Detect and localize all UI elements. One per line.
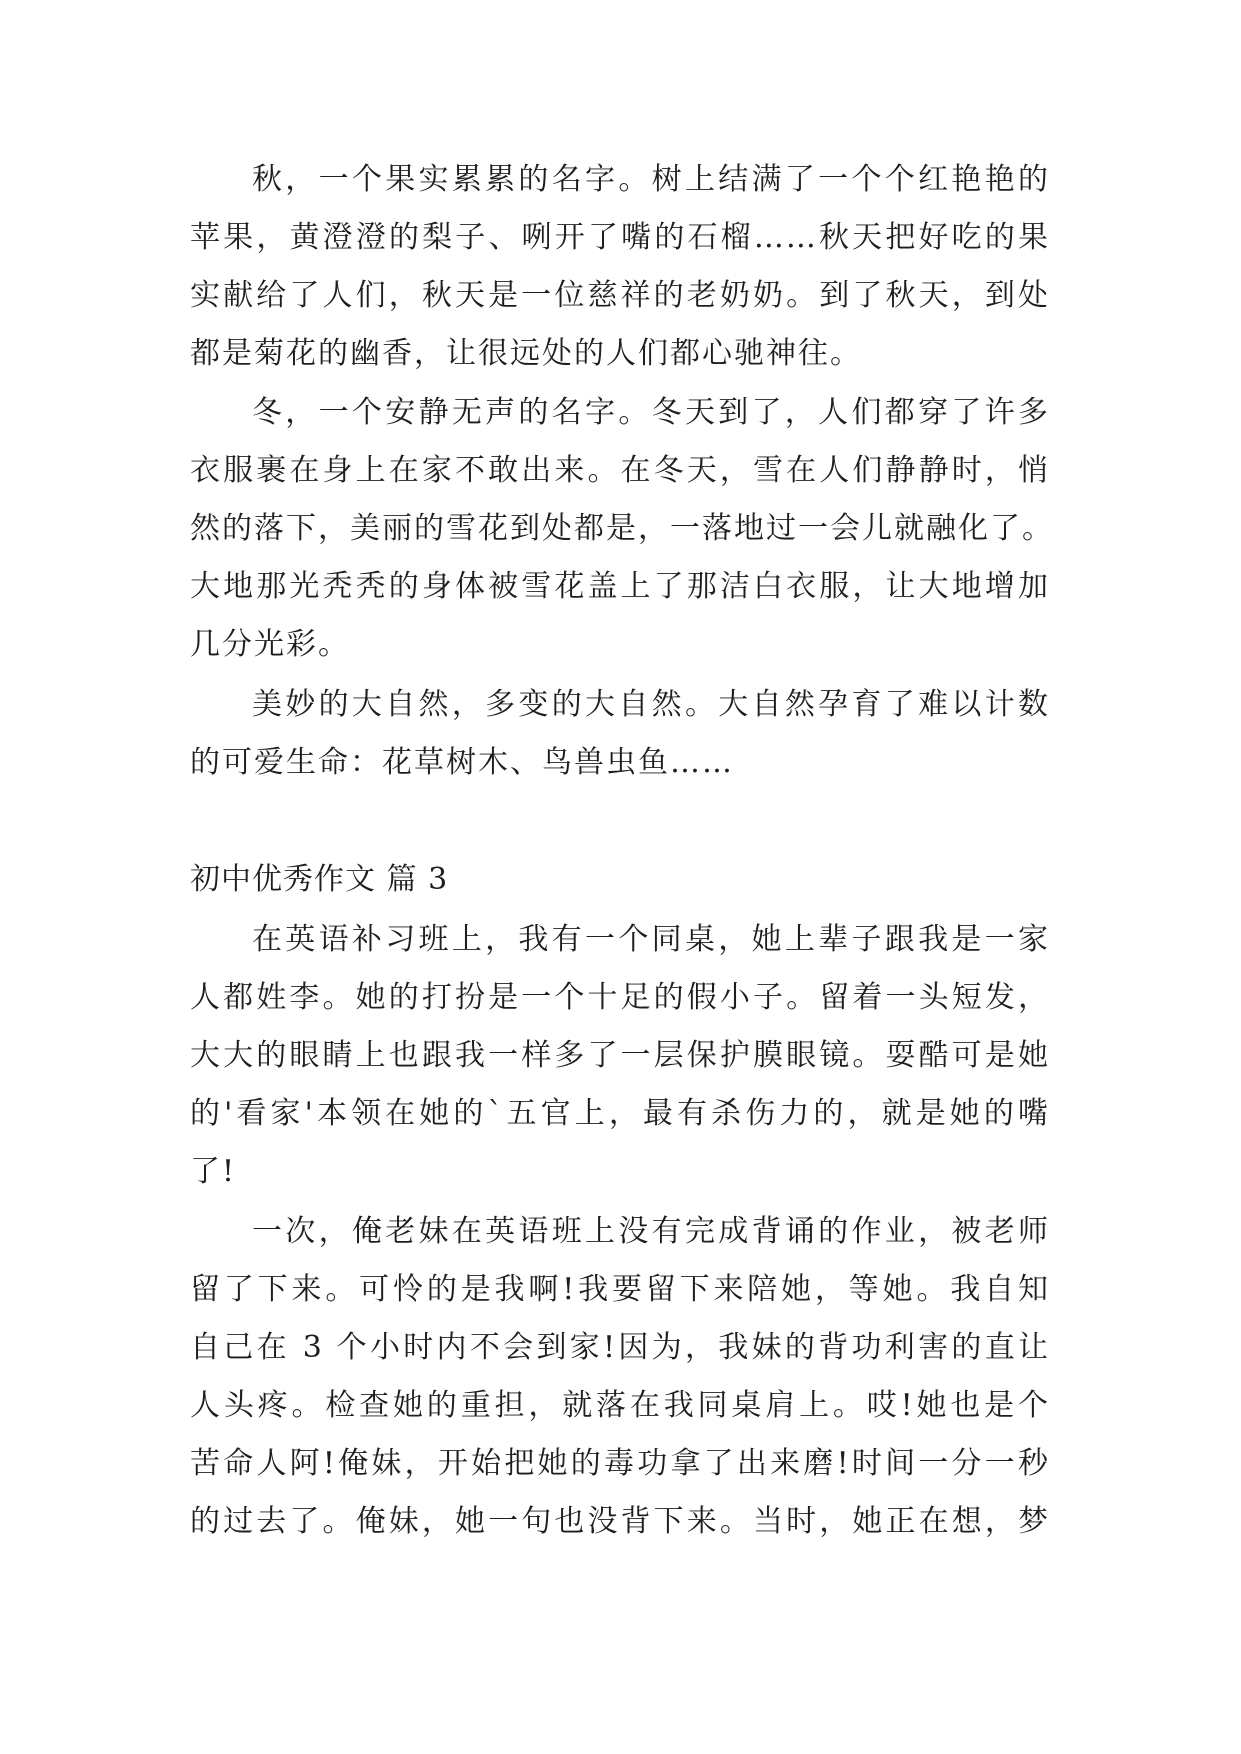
- paragraph-autumn-line-2: 苹果，黄澄澄的梨子、咧开了嘴的石榴……秋天把好吃的果: [190, 220, 1050, 255]
- paragraph-nature-line-1: 美妙的大自然，多变的大自然。大自然孕育了难以计数: [252, 687, 1050, 722]
- paragraph-winter-line-2: 衣服裹在身上在家不敢出来。在冬天，雪在人们静静时，悄: [190, 453, 1050, 488]
- paragraph-winter-line-5: 几分光彩。: [190, 627, 350, 662]
- paragraph-winter-line-3: 然的落下，美丽的雪花到处都是，一落地过一会儿就融化了。: [190, 511, 1054, 546]
- paragraph-story-line-3: 自己在 3 个小时内不会到家!因为，我妹的背功利害的直让: [190, 1330, 1050, 1365]
- paragraph-deskmate-line-1: 在英语补习班上，我有一个同桌，她上辈子跟我是一家: [252, 922, 1050, 957]
- paragraph-autumn-line-3: 实献给了人们，秋天是一位慈祥的老奶奶。到了秋天，到处: [190, 278, 1050, 313]
- paragraph-deskmate-line-3: 大大的眼睛上也跟我一样多了一层保护膜眼镜。耍酷可是她: [190, 1038, 1050, 1073]
- paragraph-nature-line-2: 的可爱生命：花草树木、鸟兽虫鱼……: [190, 745, 734, 780]
- paragraph-deskmate-line-5: 了!: [190, 1154, 237, 1189]
- paragraph-deskmate-line-2: 人都姓李。她的打扮是一个十足的假小子。留着一头短发，: [190, 980, 1050, 1015]
- section-heading: 初中优秀作文 篇 3: [190, 862, 449, 897]
- paragraph-story-line-1: 一次，俺老妹在英语班上没有完成背诵的作业，被老师: [252, 1214, 1050, 1249]
- paragraph-story-line-4: 人头疼。检查她的重担，就落在我同桌肩上。哎!她也是个: [190, 1388, 1050, 1423]
- paragraph-story-line-6: 的过去了。俺妹，她一句也没背下来。当时，她正在想，梦: [190, 1504, 1050, 1539]
- paragraph-story-line-5: 苦命人阿!俺妹，开始把她的毒功拿了出来磨!时间一分一秒: [190, 1446, 1050, 1481]
- paragraph-autumn-line-1: 秋，一个果实累累的名字。树上结满了一个个红艳艳的: [252, 162, 1050, 197]
- paragraph-story-line-2: 留了下来。可怜的是我啊!我要留下来陪她，等她。我自知: [190, 1272, 1050, 1307]
- paragraph-winter-line-4: 大地那光秃秃的身体被雪花盖上了那洁白衣服，让大地增加: [190, 569, 1050, 604]
- paragraph-winter-line-1: 冬，一个安静无声的名字。冬天到了，人们都穿了许多: [252, 395, 1050, 430]
- paragraph-deskmate-line-4: 的'看家'本领在她的`五官上，最有杀伤力的，就是她的嘴: [190, 1096, 1050, 1131]
- paragraph-autumn-line-4: 都是菊花的幽香，让很远处的人们都心驰神往。: [190, 336, 862, 371]
